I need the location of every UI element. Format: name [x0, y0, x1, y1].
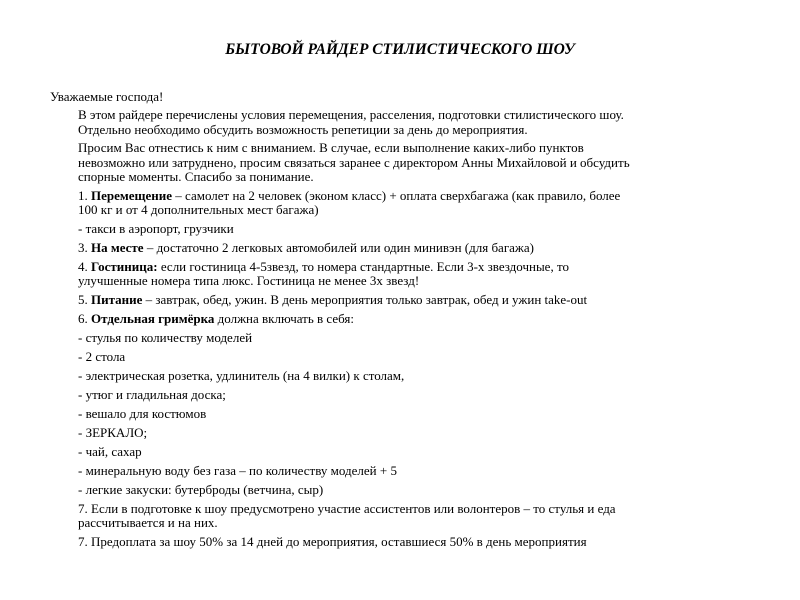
- intro-paragraph-2: [78, 141, 758, 185]
- item-number: 3.: [78, 239, 91, 255]
- item-text: – самолет на 2 человек (эконом класс) + оплата сверхбагажа (как правило, более: [172, 187, 621, 203]
- item-on-site: [78, 241, 758, 256]
- text-line: В этом райдере перечислены условия перемещения, расселения, подготовки стилистического шоу.: [78, 107, 624, 122]
- list-item: - чай, сахар: [78, 443, 142, 459]
- item-text: должна включать в себя:: [214, 310, 354, 326]
- item-text: если гостиница 4-5звезд, то номера стандартные. Если 3-х звездочные, то: [157, 258, 569, 274]
- list-item: - вешало для костюмов: [78, 405, 207, 421]
- item-prepayment: 7. Предоплата за шоу 50% за 14 дней до мероприятия, оставшиеся 50% в день мероприятия: [78, 533, 587, 549]
- item-text: – завтрак, обед, ужин. В день мероприятия только завтрак, обед и ужин take-out: [142, 291, 588, 307]
- text-line: 100 кг и от 4 дополнительных мест багажа): [78, 202, 319, 217]
- item-hotel: [78, 260, 758, 289]
- item-number: 6.: [78, 310, 91, 326]
- item-text: – достаточно 2 легковых автомобилей или один минивэн (для багажа): [143, 239, 535, 255]
- list-item: - стулья по количеству моделей: [78, 329, 253, 345]
- intro-paragraph-1: [78, 108, 758, 137]
- item-transport: [78, 189, 758, 218]
- text-line: спорные моменты. Спасибо за понимание.: [78, 169, 314, 184]
- text-line: 7. Если в подготовке к шоу предусмотрено участие ассистентов или волонтеров – то стулья и еда: [78, 500, 616, 516]
- text-line: Отдельно необходимо обсудить возможность репетиции за день до мероприятия.: [78, 121, 528, 137]
- item-assistants: [78, 502, 758, 531]
- text-line: Просим Вас отнестись к ним с вниманием. В случае, если выполнение каких-либо пунктов: [78, 140, 584, 155]
- text-line: невозможно или затруднено, просим связаться заранее с директором Анны Михайловой и обсудить: [78, 154, 630, 170]
- item-label: Отдельная гримёрка: [91, 310, 215, 326]
- text-line: [78, 189, 758, 204]
- text-line: улучшенные номера типа люкс. Гостиница не менее 3х звезд!: [78, 273, 420, 288]
- item-label: Гостиница:: [91, 258, 158, 274]
- document-body: [78, 108, 758, 554]
- list-item: - минеральную воду без газа – по количеству моделей + 5: [78, 462, 397, 478]
- item-transport-sub: - такси в аэропорт, грузчики: [78, 220, 234, 236]
- list-item: - утюг и гладильная доска;: [78, 386, 226, 402]
- document-title: БЫТОВОЙ РАЙДЕР СТИЛИСТИЧЕСКОГО ШОУ: [225, 41, 575, 58]
- list-item: - легкие закуски: бутерброды (ветчина, сыр): [78, 481, 324, 497]
- text-line: [78, 260, 758, 275]
- list-item: - ЗЕРКАЛО;: [78, 424, 148, 440]
- greeting: Уважаемые господа!: [50, 89, 164, 104]
- item-number: 4.: [78, 258, 91, 274]
- list-item: - электрическая розетка, удлинитель (на 4 вилки) к столам,: [78, 367, 405, 383]
- item-label: Питание: [91, 291, 143, 307]
- item-number: 5.: [78, 291, 91, 307]
- item-dressing-room: [78, 312, 758, 327]
- item-label: На месте: [91, 239, 144, 255]
- item-label: Перемещение: [91, 187, 173, 203]
- item-number: 1.: [78, 187, 91, 203]
- text-line: рассчитывается и на них.: [78, 515, 218, 530]
- list-item: - 2 стола: [78, 348, 126, 364]
- item-meals: [78, 293, 758, 308]
